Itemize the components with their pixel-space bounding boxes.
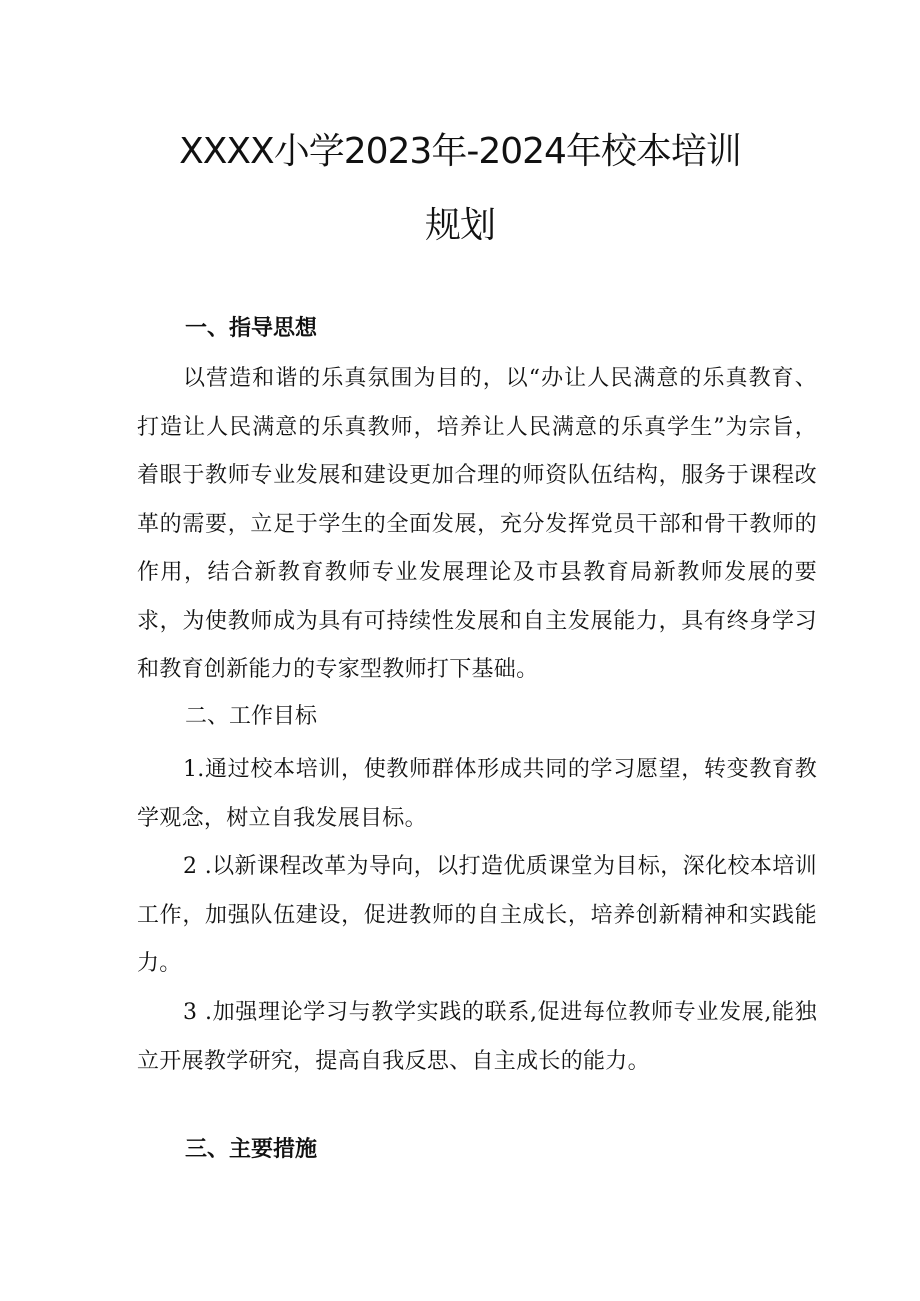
section-heading-guiding-ideology: 一、指导思想 [185,316,318,341]
section-heading-work-goals: 二、工作目标 [185,704,318,729]
work-goal-item-1: 1.通过校本培训，使教师群体形成共同的学习愿望，转变教育教学观念，树立自我发展目标。 [137,757,817,831]
document-title-line1: XXXX小学2023年-2024年校本培训 [179,131,741,172]
section-heading-main-measures: 三、主要措施 [185,1137,318,1162]
guiding-ideology-paragraph: 以营造和谐的乐真氛围为目的，以“办让人民满意的乐真教育、打造让人民满意的乐真教师，培养让人民满意的乐真学生”为宗旨，着眼于教师专业发展和建设更加合理的师资队伍结构，服务于课程改革的需要，立足于学生的全面发展，充分发挥党员干部和骨干教师的作用，结合新教育教师专业发展理论及市县教育局新教师发展的要求，为使教师成为具有可持续性发展和自主发展能力，具有终身学习和教育创新能力的专家型教师打下基础。 [137,366,817,682]
work-goal-item-3: 3 .加强理论学习与教学实践的联系,促进每位教师专业发展,能独立开展教学研究，提高自我反思、自主成长的能力。 [137,1000,817,1074]
work-goal-item-2: 2 .以新课程改革为导向，以打造优质课堂为目标，深化校本培训工作，加强队伍建设，促进教师的自主成长，培养创新精神和实践能力。 [137,854,817,976]
document-title-line2: 规划 [424,205,495,246]
